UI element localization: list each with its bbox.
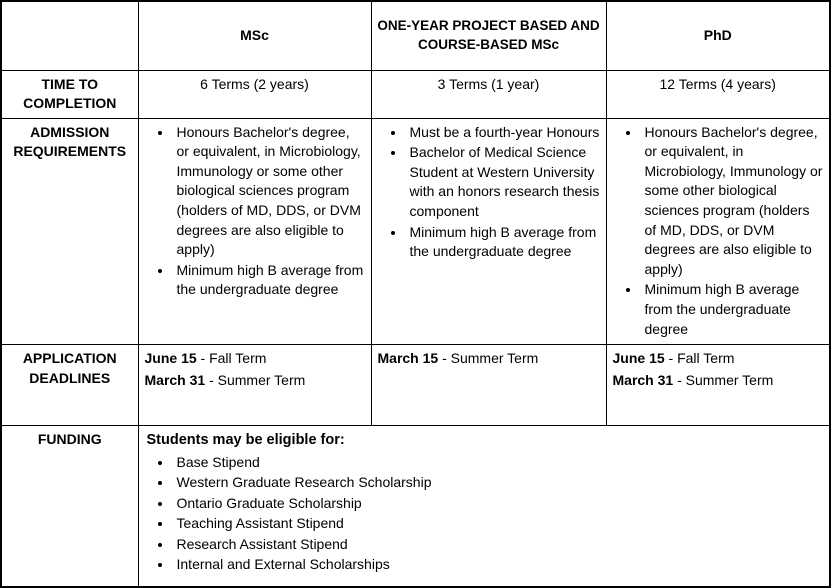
bullet-item: • Bachelor of Medical Science Student at Western University with an honors research thesis component [406, 143, 600, 221]
deadline-term: - Summer Term [673, 371, 774, 388]
admission-requirements-row [1, 118, 830, 345]
deadline-date: March 31 [144, 371, 206, 388]
deadlines-oneyear-cell [371, 345, 606, 426]
admission-msc-list [145, 123, 365, 300]
deadline-term: - Summer Term [205, 371, 306, 388]
time-to-completion-row [1, 70, 830, 118]
deadline-term: - Summer Term [438, 350, 539, 367]
deadline-line [613, 371, 824, 391]
deadline-line [378, 349, 600, 369]
deadline-date: June 15 [144, 350, 197, 367]
bullet-item: • Minimum high B average from the undergraduate degree [173, 261, 365, 300]
bullet-item: • Minimum high B average from the undergraduate degree [641, 280, 824, 339]
admission-msc-cell [138, 118, 371, 345]
bullet-item: • Honours Bachelor's degree, or equivalent, in Microbiology, Immunology or some other biological sciences program (holders of MD, DDS, or DVM degrees are also eligible to apply) [173, 123, 365, 260]
admission-oneyear-list [378, 123, 600, 262]
header-msc: MSc [138, 1, 371, 70]
admission-oneyear-cell [371, 118, 606, 345]
deadlines-label: APPLICATION DEADLINES [1, 345, 138, 426]
header-empty-cell [1, 1, 138, 70]
deadline-term: - Fall Term [196, 350, 267, 367]
bullet-item: • Research Assistant Stipend [173, 535, 824, 555]
bullet-item: • Internal and External Scholarships [173, 555, 824, 575]
time-phd: 12 Terms (4 years) [606, 70, 830, 118]
time-label: TIME TO COMPLETION [1, 70, 138, 118]
bullet-item: • Teaching Assistant Stipend [173, 514, 824, 534]
header-phd: PhD [606, 1, 830, 70]
bullet-item: • Western Graduate Research Scholarship [173, 473, 824, 493]
header-row [1, 1, 830, 70]
deadline-line [613, 349, 824, 369]
deadline-term: - Fall Term [664, 350, 735, 367]
admission-phd-cell [606, 118, 830, 345]
deadline-date: March 31 [612, 371, 674, 388]
funding-intro: Students may be eligible for: [146, 432, 345, 449]
deadline-date: June 15 [612, 350, 665, 367]
funding-list [145, 453, 824, 576]
admission-label: ADMISSION REQUIREMENTS [1, 118, 138, 345]
time-msc: 6 Terms (2 years) [138, 70, 371, 118]
deadlines-msc-cell [138, 345, 371, 426]
bullet-item: • Honours Bachelor's degree, or equivalent, in Microbiology, Immunology or some other biological sciences program (holders of MD, DDS, or DVM degrees are also eligible to apply) [641, 123, 824, 280]
deadline-line [145, 371, 365, 391]
application-deadlines-row [1, 345, 830, 426]
bullet-item: • Base Stipend [173, 453, 824, 473]
header-oneyear-msc: ONE-YEAR PROJECT BASED AND COURSE-BASED MSc [371, 1, 606, 70]
bullet-item: • Ontario Graduate Scholarship [173, 494, 824, 514]
bullet-item: • Minimum high B average from the undergraduate degree [406, 223, 600, 262]
funding-row [1, 426, 830, 587]
deadlines-phd-cell [606, 345, 830, 426]
bullet-item: • Must be a fourth-year Honours [406, 123, 600, 143]
deadline-line [145, 349, 365, 369]
deadline-date: March 15 [377, 350, 439, 367]
admission-phd-list [613, 123, 824, 340]
funding-label: FUNDING [1, 426, 138, 587]
funding-cell [138, 426, 830, 587]
time-oneyear: 3 Terms (1 year) [371, 70, 606, 118]
